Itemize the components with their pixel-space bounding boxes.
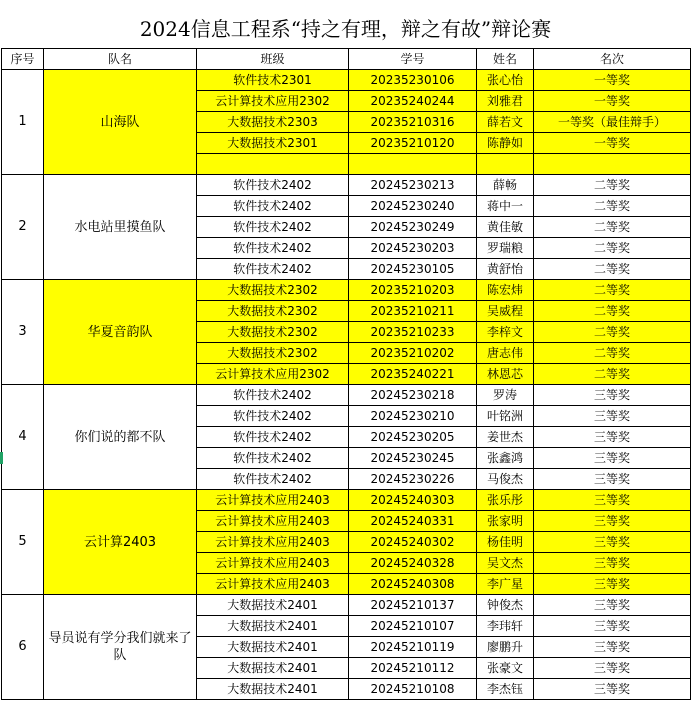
cell-index[interactable]: 2	[2, 175, 44, 280]
cell-class[interactable]: 大数据技术2303	[197, 112, 349, 133]
cell-class[interactable]: 云计算技术应用2403	[197, 532, 349, 553]
cell-rank[interactable]	[534, 154, 691, 175]
cell-name[interactable]: 廖鹏升	[477, 637, 534, 658]
cell-student-id[interactable]: 20245230203	[349, 238, 477, 259]
cell-student-id[interactable]: 20245240303	[349, 490, 477, 511]
cell-class[interactable]: 大数据技术2302	[197, 280, 349, 301]
cell-student-id[interactable]: 20245210107	[349, 616, 477, 637]
cell-class[interactable]: 云计算技术应用2403	[197, 490, 349, 511]
sheet-title[interactable]: 2024信息工程系“持之有理，辩之有故”辩论赛	[1, 6, 690, 49]
cell-student-id[interactable]: 20245240331	[349, 511, 477, 532]
cell-rank[interactable]: 三等奖	[534, 469, 691, 490]
cell-student-id[interactable]: 20245230210	[349, 406, 477, 427]
table-row	[2, 280, 691, 301]
cell-student-id[interactable]: 20245230226	[349, 469, 477, 490]
cell-rank[interactable]: 三等奖	[534, 448, 691, 469]
cell-student-id[interactable]: 20245230245	[349, 448, 477, 469]
cell-class[interactable]: 软件技术2402	[197, 427, 349, 448]
table-row	[2, 70, 691, 91]
cell-class[interactable]: 大数据技术2401	[197, 679, 349, 700]
cell-class[interactable]: 软件技术2301	[197, 70, 349, 91]
cell-student-id[interactable]: 20245230218	[349, 385, 477, 406]
cell-rank[interactable]: 二等奖	[534, 175, 691, 196]
cell-student-id[interactable]: 20235210203	[349, 280, 477, 301]
cell-name[interactable]: 刘雅君	[477, 91, 534, 112]
cell-rank[interactable]: 三等奖	[534, 574, 691, 595]
header-student-id[interactable]: 学号	[349, 49, 477, 70]
cell-rank[interactable]: 三等奖	[534, 553, 691, 574]
cell-rank[interactable]: 三等奖	[534, 427, 691, 448]
cell-name[interactable]: 杨佳明	[477, 532, 534, 553]
cell-class[interactable]: 软件技术2402	[197, 217, 349, 238]
cell-class[interactable]: 云计算技术应用2403	[197, 511, 349, 532]
cell-rank[interactable]: 二等奖	[534, 322, 691, 343]
cell-rank[interactable]: 一等奖	[534, 91, 691, 112]
cell-rank[interactable]: 三等奖	[534, 679, 691, 700]
cell-student-id[interactable]: 20245230249	[349, 217, 477, 238]
cell-rank[interactable]: 二等奖	[534, 343, 691, 364]
cell-rank[interactable]: 二等奖	[534, 217, 691, 238]
table-body	[2, 70, 691, 700]
cell-name[interactable]: 蒋中一	[477, 196, 534, 217]
cell-name[interactable]: 张乐彤	[477, 490, 534, 511]
cell-student-id[interactable]: 20235210233	[349, 322, 477, 343]
cell-index[interactable]: 4	[2, 385, 44, 490]
cell-class[interactable]	[197, 154, 349, 175]
cell-name[interactable]: 张豪文	[477, 658, 534, 679]
cell-class[interactable]: 大数据技术2302	[197, 343, 349, 364]
cell-class[interactable]: 大数据技术2302	[197, 301, 349, 322]
cell-name[interactable]: 薛若文	[477, 112, 534, 133]
cell-team[interactable]: 导员说有学分我们就来了队	[44, 595, 197, 700]
cell-name[interactable]: 吴文杰	[477, 553, 534, 574]
cell-name[interactable]: 薛畅	[477, 175, 534, 196]
cell-student-id[interactable]: 20245240328	[349, 553, 477, 574]
cell-class[interactable]: 软件技术2402	[197, 175, 349, 196]
cell-name[interactable]: 罗涛	[477, 385, 534, 406]
cell-rank[interactable]: 三等奖	[534, 532, 691, 553]
cell-name[interactable]: 陈宏炜	[477, 280, 534, 301]
cell-student-id[interactable]	[349, 154, 477, 175]
cell-rank[interactable]: 二等奖	[534, 259, 691, 280]
cell-name[interactable]: 李玮轩	[477, 616, 534, 637]
table-row	[2, 595, 691, 616]
cell-name[interactable]: 姜世杰	[477, 427, 534, 448]
cell-team[interactable]: 你们说的都不队	[44, 385, 197, 490]
cell-class[interactable]: 软件技术2402	[197, 385, 349, 406]
header-rank[interactable]: 名次	[534, 49, 691, 70]
cell-name[interactable]: 李杰钰	[477, 679, 534, 700]
cell-name[interactable]: 林恩芯	[477, 364, 534, 385]
cell-name[interactable]: 钟俊杰	[477, 595, 534, 616]
cell-name[interactable]: 李梓文	[477, 322, 534, 343]
cell-class[interactable]: 云计算技术应用2403	[197, 574, 349, 595]
cell-index[interactable]: 6	[2, 595, 44, 700]
cell-name[interactable]: 张鑫鸿	[477, 448, 534, 469]
cell-class[interactable]: 软件技术2402	[197, 406, 349, 427]
header-row	[2, 49, 691, 70]
cell-student-id[interactable]: 20245210137	[349, 595, 477, 616]
table-row	[2, 385, 691, 406]
cell-class[interactable]: 云计算技术应用2302	[197, 364, 349, 385]
cell-rank[interactable]: 二等奖	[534, 301, 691, 322]
cell-class[interactable]: 大数据技术2401	[197, 595, 349, 616]
cell-class[interactable]: 大数据技术2301	[197, 133, 349, 154]
cell-name[interactable]	[477, 154, 534, 175]
cell-student-id[interactable]: 20245210119	[349, 637, 477, 658]
cell-rank[interactable]: 三等奖	[534, 595, 691, 616]
cell-index[interactable]: 1	[2, 70, 44, 175]
cell-class[interactable]: 云计算技术应用2302	[197, 91, 349, 112]
cell-class[interactable]: 大数据技术2401	[197, 616, 349, 637]
cell-student-id[interactable]: 20245240308	[349, 574, 477, 595]
cell-student-id[interactable]: 20245230213	[349, 175, 477, 196]
header-class[interactable]: 班级	[197, 49, 349, 70]
cell-class[interactable]: 软件技术2402	[197, 196, 349, 217]
cell-class[interactable]: 软件技术2402	[197, 238, 349, 259]
cell-name[interactable]: 黄舒怡	[477, 259, 534, 280]
cell-index[interactable]: 5	[2, 490, 44, 595]
cell-class[interactable]: 大数据技术2302	[197, 322, 349, 343]
cell-class[interactable]: 大数据技术2401	[197, 637, 349, 658]
cell-rank[interactable]: 三等奖	[534, 637, 691, 658]
cell-name[interactable]: 吴威程	[477, 301, 534, 322]
cell-student-id[interactable]: 20235230106	[349, 70, 477, 91]
cell-student-id[interactable]: 20245230240	[349, 196, 477, 217]
cell-class[interactable]: 软件技术2402	[197, 448, 349, 469]
header-team[interactable]: 队名	[44, 49, 197, 70]
cell-name[interactable]: 陈静如	[477, 133, 534, 154]
cell-student-id[interactable]: 20245240302	[349, 532, 477, 553]
cell-name[interactable]: 黄佳敏	[477, 217, 534, 238]
cell-student-id[interactable]: 20245230105	[349, 259, 477, 280]
cell-rank[interactable]: 二等奖	[534, 238, 691, 259]
cell-name[interactable]: 罗瑞粮	[477, 238, 534, 259]
cell-index[interactable]: 3	[2, 280, 44, 385]
header-name[interactable]: 姓名	[477, 49, 534, 70]
cell-rank[interactable]: 一等奖	[534, 133, 691, 154]
cell-team[interactable]: 水电站里摸鱼队	[44, 175, 197, 280]
cell-student-id[interactable]: 20235240221	[349, 364, 477, 385]
cell-rank[interactable]: 三等奖	[534, 658, 691, 679]
table-row	[2, 490, 691, 511]
cell-student-id[interactable]: 20245230205	[349, 427, 477, 448]
cell-rank[interactable]: 一等奖	[534, 70, 691, 91]
cell-student-id[interactable]: 20235210211	[349, 301, 477, 322]
table-row	[2, 175, 691, 196]
cell-student-id[interactable]: 20235240244	[349, 91, 477, 112]
cell-team[interactable]: 华夏音韵队	[44, 280, 197, 385]
cell-rank[interactable]: 二等奖	[534, 196, 691, 217]
cell-rank[interactable]: 二等奖	[534, 280, 691, 301]
cell-team[interactable]: 云计算2403	[44, 490, 197, 595]
cell-class[interactable]: 云计算技术应用2403	[197, 553, 349, 574]
header-index[interactable]: 序号	[2, 49, 44, 70]
cell-student-id[interactable]: 20245210112	[349, 658, 477, 679]
cell-class[interactable]: 软件技术2402	[197, 469, 349, 490]
cell-student-id[interactable]: 20235210120	[349, 133, 477, 154]
cell-rank[interactable]: 三等奖	[534, 490, 691, 511]
cell-name[interactable]: 唐志伟	[477, 343, 534, 364]
row-edge-marker	[0, 452, 3, 464]
cell-class[interactable]: 大数据技术2401	[197, 658, 349, 679]
cell-student-id[interactable]: 20235210316	[349, 112, 477, 133]
cell-rank[interactable]: 一等奖（最佳辩手）	[534, 112, 691, 133]
cell-name[interactable]: 叶铭洲	[477, 406, 534, 427]
cell-student-id[interactable]: 20245210108	[349, 679, 477, 700]
cell-rank[interactable]: 三等奖	[534, 616, 691, 637]
cell-rank[interactable]: 三等奖	[534, 385, 691, 406]
cell-name[interactable]: 李广星	[477, 574, 534, 595]
cell-team[interactable]: 山海队	[44, 70, 197, 175]
cell-name[interactable]: 张心怡	[477, 70, 534, 91]
cell-name[interactable]: 张家明	[477, 511, 534, 532]
results-table	[1, 48, 691, 700]
cell-rank[interactable]: 三等奖	[534, 406, 691, 427]
cell-class[interactable]: 软件技术2402	[197, 259, 349, 280]
cell-rank[interactable]: 三等奖	[534, 511, 691, 532]
cell-student-id[interactable]: 20235210202	[349, 343, 477, 364]
cell-rank[interactable]: 二等奖	[534, 364, 691, 385]
cell-name[interactable]: 马俊杰	[477, 469, 534, 490]
